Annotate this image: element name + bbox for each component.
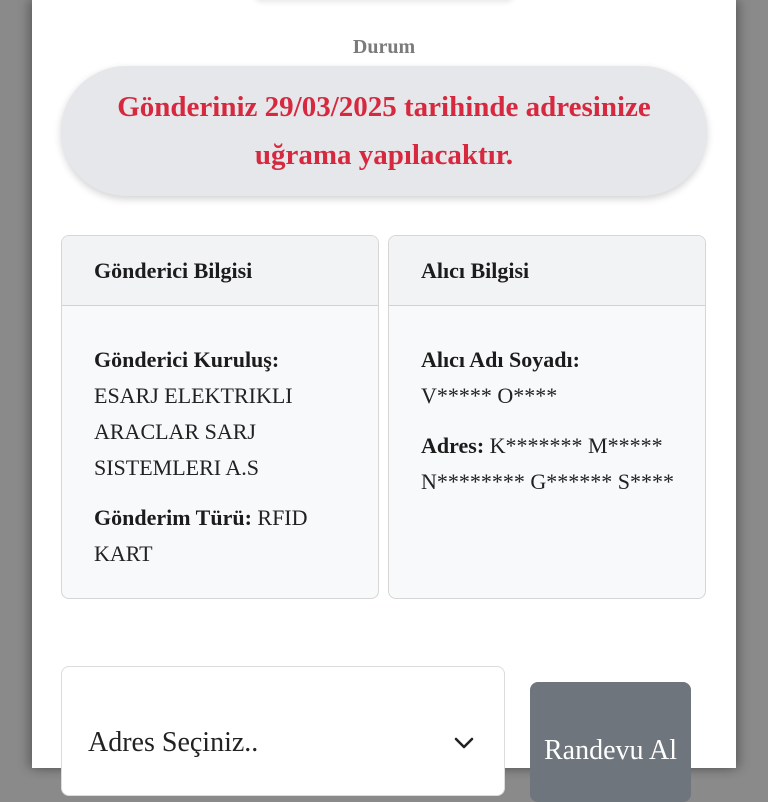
sender-info-card [61,235,379,599]
page-sheet [32,0,736,768]
status-banner [61,66,707,196]
sender-card-body [62,306,378,572]
receiver-address-value: K******* M***** N******** G****** S**** [421,433,675,494]
shipment-type-value: RFID KART [94,505,308,566]
sender-org-label: Gönderici Kuruluş: [94,347,280,372]
receiver-name-field [421,342,681,414]
status-message: Gönderiniz 29/03/2025 tarihinde adresinize uğrama yapılacaktır. [117,91,651,171]
address-select-value: Adres Seçiniz.. [88,727,259,758]
receiver-address-label: Adres: [421,433,485,458]
chevron-down-icon [452,731,476,755]
receiver-info-card [388,235,706,599]
receiver-name-value: V***** O**** [421,383,558,408]
sender-org-field [94,342,354,486]
sender-org-value: ESARJ ELEKTRIKLI ARACLAR SARJ SISTEMLERI A.S [94,383,293,480]
receiver-card-body [389,306,705,500]
receiver-card-title: Alıcı Bilgisi [389,236,705,306]
receiver-address-field [421,428,681,500]
sender-card-title: Gönderici Bilgisi [62,236,378,306]
shipment-type-field [94,500,354,572]
status-heading: Durum [352,36,416,58]
shipment-type-label: Gönderim Türü: [94,505,252,530]
appointment-button[interactable]: Randevu Al [530,682,691,802]
receiver-name-label: Alıcı Adı Soyadı: [421,347,580,372]
address-select[interactable] [61,666,505,796]
